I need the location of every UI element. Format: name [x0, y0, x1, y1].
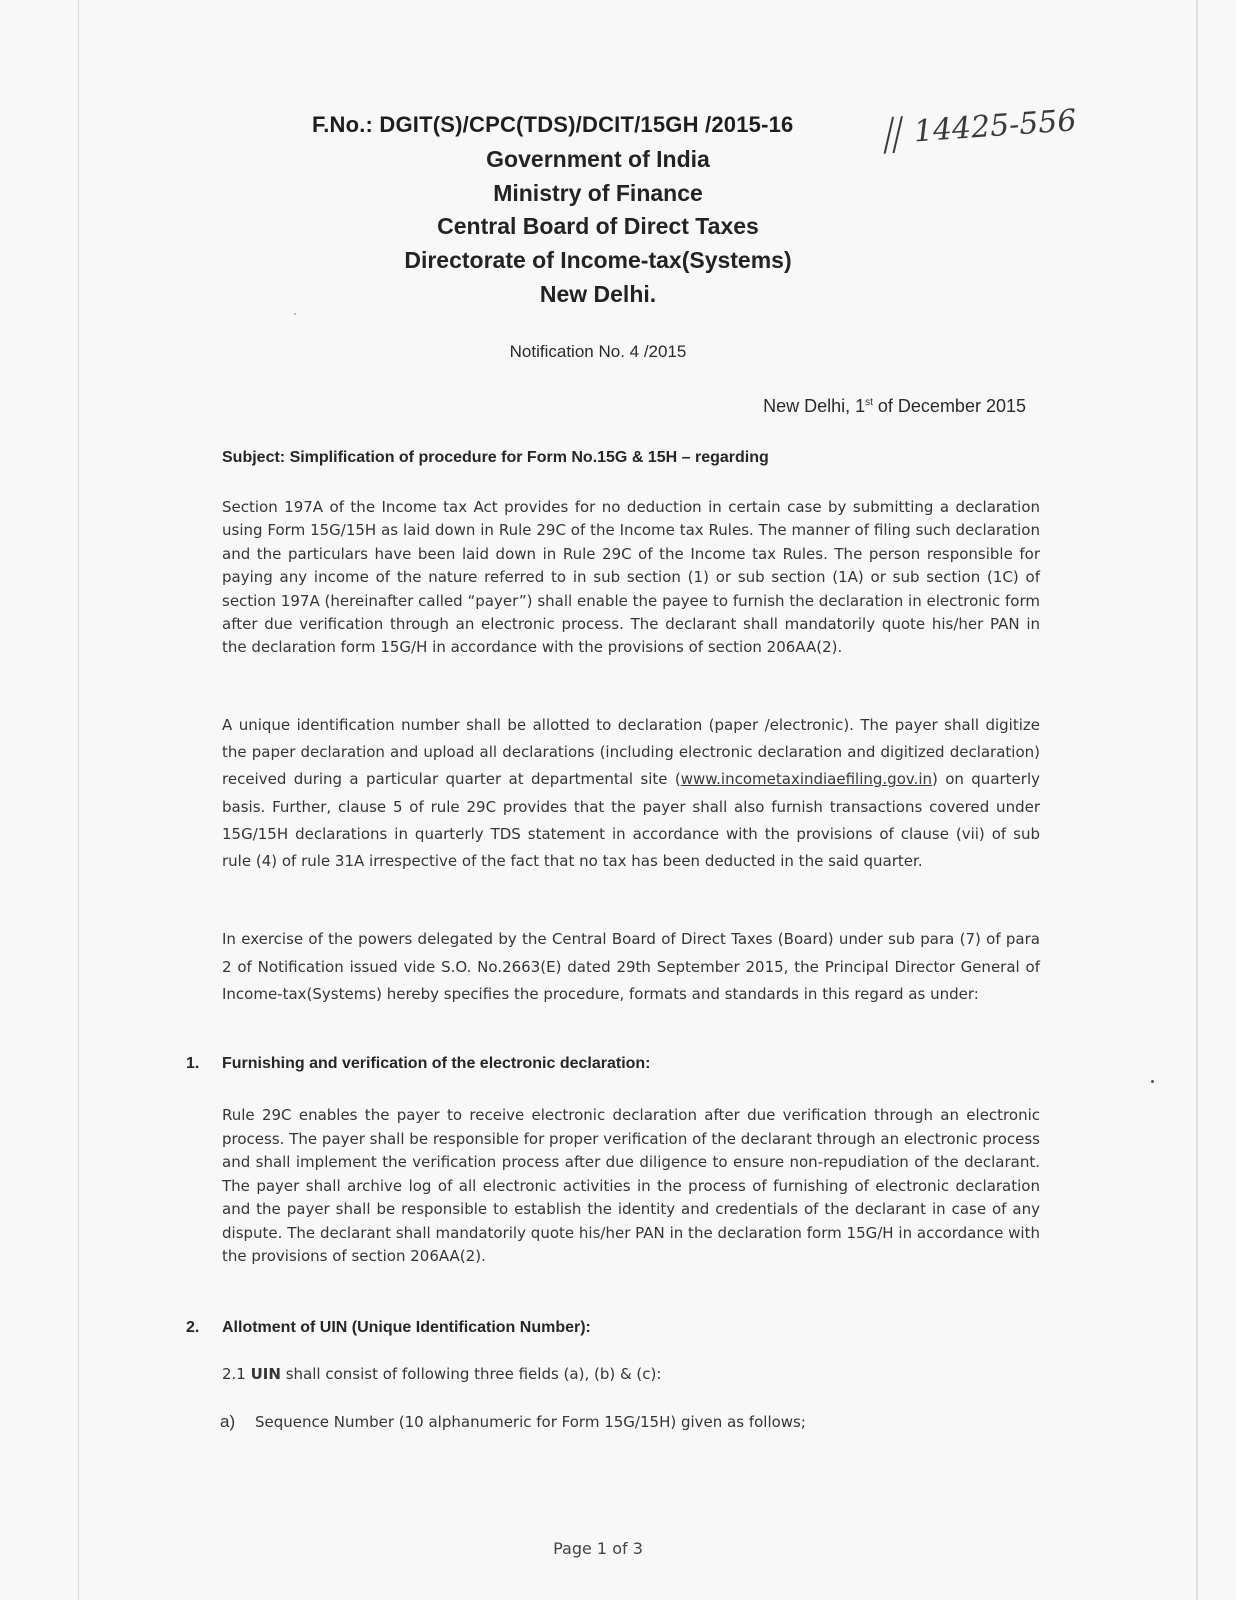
header-line-ministry: Ministry of Finance — [493, 180, 703, 206]
subsection-suffix: shall consist of following three fields (a), (b) & (c): — [280, 1365, 662, 1383]
efiling-site-link[interactable]: www.incometaxindiaefiling.gov.in — [680, 770, 933, 789]
paragraph-text: ) on quarterly basis. Further, clause 5 of rule 29C provides that the payer shall also furnish transactions covered under 15G/15H declarations in quarterly TDS statement in accordance with the provisions of clause (vii) of sub rule (4) of rule 31A irrespective of the fact that no tax has been deducted in the said quarter. — [222, 770, 1040, 871]
section-title: Furnishing and verification of the electronic declaration: — [222, 1055, 651, 1072]
page-footer: Page 1 of 3 — [553, 1539, 643, 1558]
page-edge-right — [1196, 0, 1198, 1600]
header-line-directorate: Directorate of Income-tax(Systems) — [404, 247, 792, 273]
subsection-bold: UIN — [250, 1365, 281, 1383]
header-line-city: New Delhi. — [539, 281, 657, 307]
paragraph-unique-identification — [222, 712, 1040, 875]
handwritten-number: 14425-556 — [912, 103, 1078, 150]
item-a-text: Sequence Number (10 alphanumeric for Form 15G/15H) given as follows; — [255, 1413, 806, 1431]
scan-speck — [1151, 1080, 1154, 1083]
section-number: 1. — [186, 1055, 200, 1072]
file-number: F.No.: DGIT(S)/CPC(TDS)/DCIT/15GH /2015-16 — [312, 112, 794, 137]
place-date — [763, 396, 1026, 417]
header-line-government: Government of India — [486, 146, 710, 172]
subsection-2-1 — [222, 1365, 661, 1383]
section-title: Allotment of UIN (Unique Identification Number): — [222, 1319, 591, 1336]
paragraph-section-197a: Section 197A of the Income tax Act provides for no deduction in certain case by submitting a declaration using Form 15G/15H as laid down in Rule 29C of the Income tax Rules. The manner of filing such declaration and the particulars have been laid down in Rule 29C of the Income tax Rules. The person responsible for paying any income of the nature referred to in sub section (1) or sub section (1A) or sub section (1C) of section 197A (hereinafter called “payer”) shall enable the payee to furnish the declaration in electronic form after due verification through an electronic process. The declarant shall mandatorily quote his/her PAN in the declaration form 15G/H in accordance with the provisions of section 206AA(2). — [222, 498, 1040, 657]
subsection-prefix: 2.1 — [222, 1365, 251, 1383]
place-date-prefix: New Delhi, 1 — [763, 396, 866, 416]
place-date-suffix: of December 2015 — [872, 396, 1026, 416]
header-line-board: Central Board of Direct Taxes — [437, 213, 759, 239]
paragraph-rule-29c: Rule 29C enables the payer to receive electronic declaration after due verification through an electronic process. The payer shall be responsible for proper verification of the declarant through an electronic process and shall implement the verification process after due diligence to ensure non-repudiation of the declarant. The payer shall archive log of all electronic activities in the process of furnishing of electronic declaration and the payer shall be responsible to establish the identity and credentials of the declarant in case of any dispute. The declarant shall mandatorily quote his/her PAN in the declaration form 15G/H in accordance with the provisions of section 206AA(2). — [222, 1106, 1040, 1265]
scan-speck — [294, 313, 296, 315]
page-edge-left — [78, 0, 79, 1600]
notification-title: Notification No. 4 /2015 — [509, 342, 687, 361]
handwritten-slash: // — [882, 108, 904, 161]
section-number: 2. — [186, 1319, 200, 1336]
item-a-marker: a) — [220, 1412, 236, 1431]
subject-line: Subject: Simplification of procedure for Form No.15G & 15H – regarding — [222, 449, 769, 466]
place-date-ordinal: st — [865, 397, 873, 408]
paragraph-text: A unique identification number shall be allotted to declaration (paper /electronic). The payer shall digitize the paper declaration and upload all declarations (including electronic declaration and digitized declaration) received during a particular quarter at departmental site ( — [222, 716, 1040, 789]
paragraph-exercise-of-powers: In exercise of the powers delegated by the Central Board of Direct Taxes (Board) under sub para (7) of para 2 of Notification issued vide S.O. No.2663(E) dated 29th September 2015, the Principal Director General of Income-tax(Systems) hereby specifies the procedure, formats and standards in this regard as under: — [222, 930, 1040, 1003]
